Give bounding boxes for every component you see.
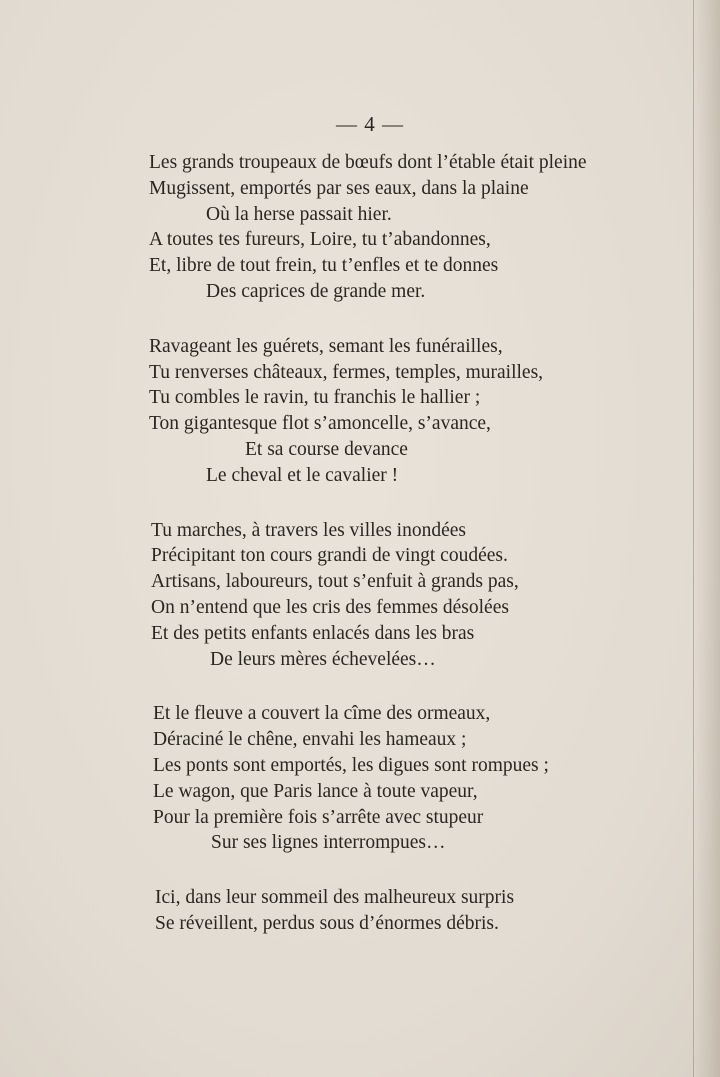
verse-line: Le wagon, que Paris lance à toute vapeur, [153, 780, 478, 802]
poem [149, 150, 587, 937]
verse-line: Et, libre de tout frein, tu t’enfles et te donnes [149, 255, 499, 277]
stanza-1 [149, 150, 587, 305]
page-edge [693, 0, 720, 1077]
verse-line: Tu renverses châteaux, fermes, temples, murailles, [149, 361, 544, 383]
verse-line: Et le fleuve a couvert la cîme des ormeaux, [153, 703, 491, 725]
verse-line: Mugissent, emportés par ses eaux, dans la plaine [149, 177, 529, 199]
verse-line: Et sa course devance [245, 438, 408, 460]
verse-line: Sur ses lignes interrompues… [211, 832, 446, 854]
verse-line: De leurs mères échevelées… [210, 648, 436, 670]
verse-line: Tu marches, à travers les villes inondées [151, 519, 466, 541]
verse-line: Se réveillent, perdus sous d’énormes débris. [155, 912, 499, 934]
stanza-2 [149, 334, 587, 489]
verse-line: A toutes tes fureurs, Loire, tu t’abandonnes, [149, 229, 491, 251]
page-number: — 4 — [336, 112, 404, 136]
verse-line: Déraciné le chêne, envahi les hameaux ; [153, 729, 467, 751]
verse-line: Le cheval et le cavalier ! [206, 464, 399, 486]
stanza-3 [149, 518, 587, 673]
verse-line: Artisans, laboureurs, tout s’enfuit à grands pas, [151, 571, 519, 593]
stanza-4 [149, 701, 587, 856]
stanza-gap [149, 489, 587, 518]
stanza-gap [149, 305, 587, 334]
verse-line: Les ponts sont emportés, les digues sont rompues ; [153, 754, 549, 776]
verse-line: Où la herse passait hier. [206, 203, 392, 225]
verse-line: Des caprices de grande mer. [206, 280, 426, 302]
verse-line: Ravageant les guérets, semant les funérailles, [149, 335, 503, 357]
verse-line: Tu combles le ravin, tu franchis le hallier ; [149, 387, 481, 409]
verse-line: Précipitant ton cours grandi de vingt coudées. [151, 545, 508, 567]
verse-line: Et des petits enfants enlacés dans les bras [151, 622, 475, 644]
verse-line: Ton gigantesque flot s’amoncelle, s’avance, [149, 413, 491, 435]
stanza-gap [149, 672, 587, 701]
stanza-gap [149, 856, 587, 885]
verse-line: Ici, dans leur sommeil des malheureux surpris [155, 887, 515, 909]
verse-line: On n’entend que les cris des femmes désolées [151, 596, 509, 618]
stanza-5 [149, 885, 587, 937]
verse-line: Les grands troupeaux de bœufs dont l’étable était pleine [149, 152, 587, 173]
verse-line: Pour la première fois s’arrête avec stupeur [153, 806, 484, 828]
